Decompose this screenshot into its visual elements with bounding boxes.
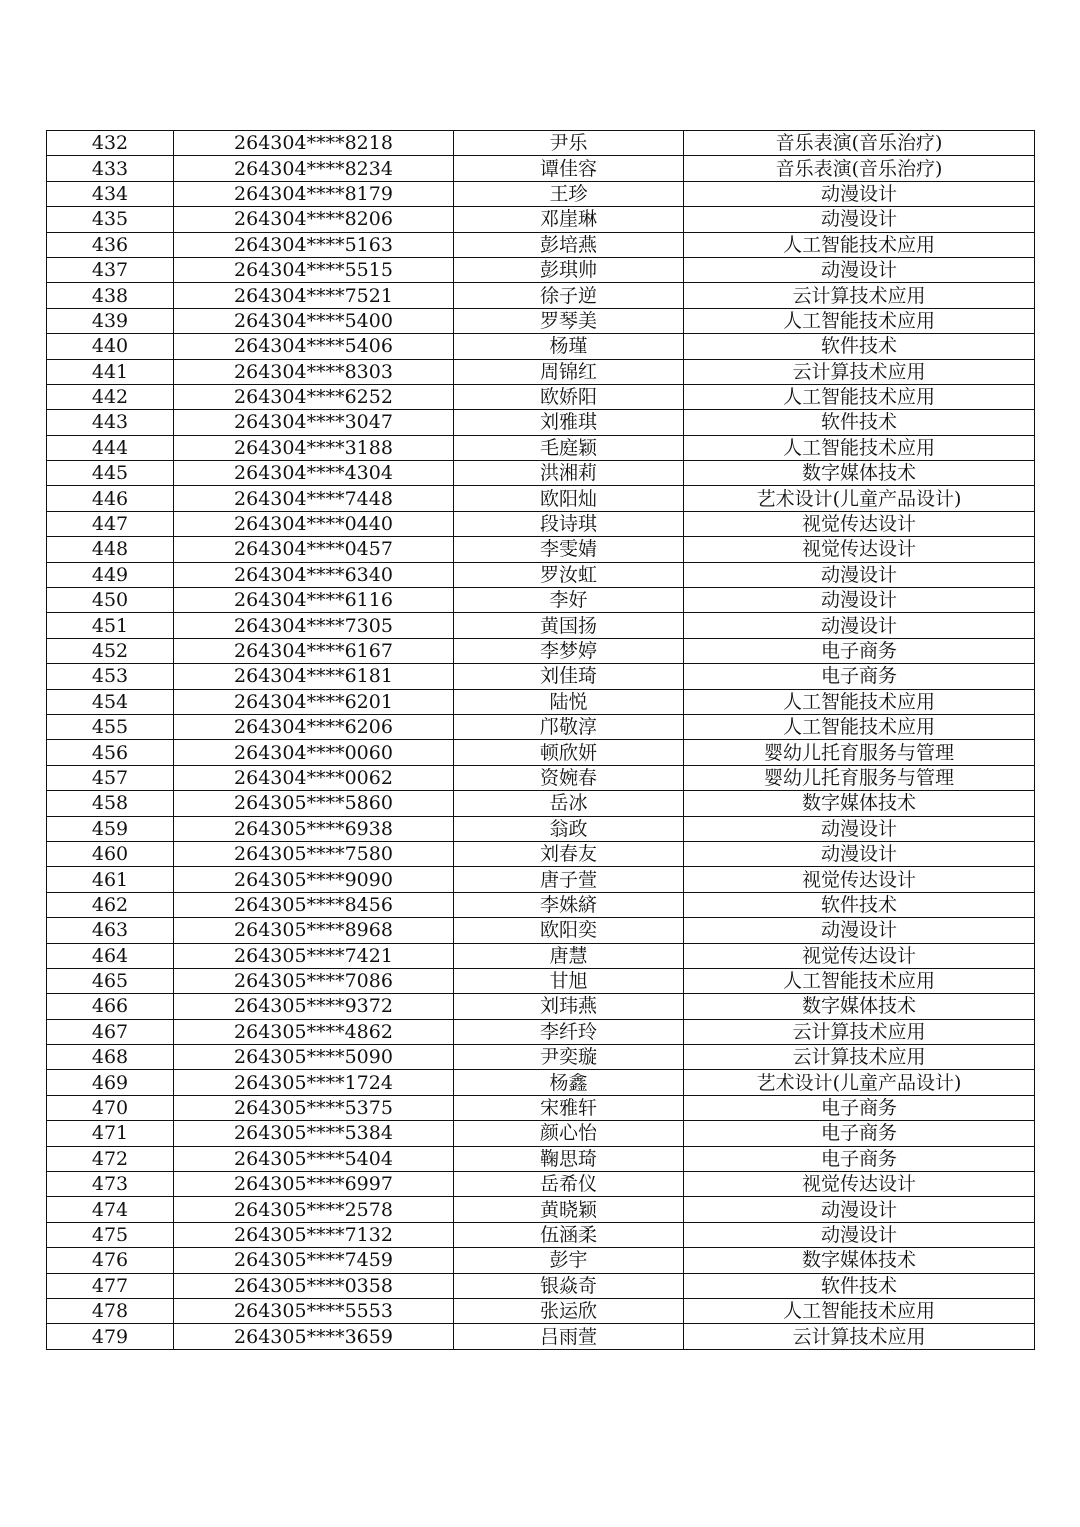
serial-number-cell: 435 [47, 207, 174, 232]
table-row [47, 968, 1035, 993]
major-cell: 云计算技术应用 [684, 1324, 1035, 1349]
table-row [47, 1273, 1035, 1298]
table-row [47, 1146, 1035, 1171]
exam-number-cell: 264304****0062 [174, 765, 454, 790]
serial-number-cell: 445 [47, 461, 174, 486]
table-row [47, 511, 1035, 536]
table-row [47, 334, 1035, 359]
name-cell: 陆悦 [454, 689, 684, 714]
table-row [47, 1248, 1035, 1273]
name-cell: 王珍 [454, 181, 684, 206]
major-cell: 人工智能技术应用 [684, 308, 1035, 333]
name-cell: 欧娇阳 [454, 384, 684, 409]
serial-number-cell: 460 [47, 841, 174, 866]
table-row [47, 207, 1035, 232]
name-cell: 翁政 [454, 816, 684, 841]
serial-number-cell: 447 [47, 511, 174, 536]
major-cell: 云计算技术应用 [684, 283, 1035, 308]
major-cell: 婴幼儿托育服务与管理 [684, 765, 1035, 790]
exam-number-cell: 264305****5553 [174, 1298, 454, 1323]
name-cell: 甘旭 [454, 968, 684, 993]
name-cell: 唐慧 [454, 943, 684, 968]
name-cell: 欧阳奕 [454, 918, 684, 943]
table-row [47, 1095, 1035, 1120]
exam-number-cell: 264304****3047 [174, 410, 454, 435]
serial-number-cell: 436 [47, 232, 174, 257]
exam-number-cell: 264304****6167 [174, 638, 454, 663]
major-cell: 动漫设计 [684, 841, 1035, 866]
table-row [47, 867, 1035, 892]
serial-number-cell: 434 [47, 181, 174, 206]
table-row [47, 1222, 1035, 1247]
table-row [47, 918, 1035, 943]
exam-number-cell: 264304****7521 [174, 283, 454, 308]
table-row [47, 1172, 1035, 1197]
exam-number-cell: 264305****7086 [174, 968, 454, 993]
name-cell: 岳希仪 [454, 1172, 684, 1197]
serial-number-cell: 451 [47, 613, 174, 638]
serial-number-cell: 468 [47, 1045, 174, 1070]
name-cell: 银焱奇 [454, 1273, 684, 1298]
roster-body [47, 131, 1035, 1350]
exam-number-cell: 264304****6340 [174, 562, 454, 587]
serial-number-cell: 459 [47, 816, 174, 841]
major-cell: 动漫设计 [684, 207, 1035, 232]
serial-number-cell: 475 [47, 1222, 174, 1247]
serial-number-cell: 462 [47, 892, 174, 917]
table-row [47, 308, 1035, 333]
exam-number-cell: 264304****8303 [174, 359, 454, 384]
name-cell: 欧阳灿 [454, 486, 684, 511]
major-cell: 动漫设计 [684, 918, 1035, 943]
major-cell: 艺术设计(儿童产品设计) [684, 1070, 1035, 1095]
table-row [47, 994, 1035, 1019]
major-cell: 动漫设计 [684, 181, 1035, 206]
major-cell: 数字媒体技术 [684, 461, 1035, 486]
name-cell: 刘春友 [454, 841, 684, 866]
table-row [47, 943, 1035, 968]
name-cell: 徐子逆 [454, 283, 684, 308]
serial-number-cell: 464 [47, 943, 174, 968]
name-cell: 谭佳容 [454, 156, 684, 181]
name-cell: 彭琪帅 [454, 257, 684, 282]
major-cell: 视觉传达设计 [684, 511, 1035, 536]
major-cell: 婴幼儿托育服务与管理 [684, 740, 1035, 765]
major-cell: 云计算技术应用 [684, 1045, 1035, 1070]
exam-number-cell: 264305****0358 [174, 1273, 454, 1298]
table-row [47, 1070, 1035, 1095]
name-cell: 刘雅琪 [454, 410, 684, 435]
exam-number-cell: 264305****1724 [174, 1070, 454, 1095]
serial-number-cell: 452 [47, 638, 174, 663]
major-cell: 人工智能技术应用 [684, 384, 1035, 409]
exam-number-cell: 264304****6252 [174, 384, 454, 409]
major-cell: 云计算技术应用 [684, 359, 1035, 384]
major-cell: 人工智能技术应用 [684, 232, 1035, 257]
serial-number-cell: 444 [47, 435, 174, 460]
serial-number-cell: 457 [47, 765, 174, 790]
name-cell: 罗琴美 [454, 308, 684, 333]
table-row [47, 664, 1035, 689]
name-cell: 岳冰 [454, 791, 684, 816]
exam-number-cell: 264305****5860 [174, 791, 454, 816]
name-cell: 毛庭颖 [454, 435, 684, 460]
name-cell: 李好 [454, 588, 684, 613]
serial-number-cell: 461 [47, 867, 174, 892]
table-row [47, 816, 1035, 841]
table-row [47, 435, 1035, 460]
exam-number-cell: 264305****7421 [174, 943, 454, 968]
name-cell: 周锦红 [454, 359, 684, 384]
exam-number-cell: 264304****7305 [174, 613, 454, 638]
exam-number-cell: 264304****5515 [174, 257, 454, 282]
major-cell: 人工智能技术应用 [684, 435, 1035, 460]
major-cell: 动漫设计 [684, 257, 1035, 282]
exam-number-cell: 264304****8206 [174, 207, 454, 232]
table-row [47, 1197, 1035, 1222]
exam-number-cell: 264304****4304 [174, 461, 454, 486]
exam-number-cell: 264305****7580 [174, 841, 454, 866]
major-cell: 动漫设计 [684, 816, 1035, 841]
major-cell: 人工智能技术应用 [684, 689, 1035, 714]
major-cell: 软件技术 [684, 892, 1035, 917]
major-cell: 软件技术 [684, 1273, 1035, 1298]
serial-number-cell: 449 [47, 562, 174, 587]
serial-number-cell: 455 [47, 714, 174, 739]
serial-number-cell: 446 [47, 486, 174, 511]
name-cell: 洪湘莉 [454, 461, 684, 486]
serial-number-cell: 441 [47, 359, 174, 384]
name-cell: 李雯婧 [454, 537, 684, 562]
serial-number-cell: 439 [47, 308, 174, 333]
name-cell: 杨瑾 [454, 334, 684, 359]
major-cell: 音乐表演(音乐治疗) [684, 131, 1035, 156]
serial-number-cell: 453 [47, 664, 174, 689]
serial-number-cell: 458 [47, 791, 174, 816]
serial-number-cell: 473 [47, 1172, 174, 1197]
name-cell: 杨鑫 [454, 1070, 684, 1095]
exam-number-cell: 264305****6997 [174, 1172, 454, 1197]
exam-number-cell: 264304****8218 [174, 131, 454, 156]
table-row [47, 562, 1035, 587]
major-cell: 电子商务 [684, 1095, 1035, 1120]
serial-number-cell: 470 [47, 1095, 174, 1120]
table-row [47, 537, 1035, 562]
serial-number-cell: 437 [47, 257, 174, 282]
name-cell: 刘玮燕 [454, 994, 684, 1019]
exam-number-cell: 264305****5090 [174, 1045, 454, 1070]
table-row [47, 1324, 1035, 1349]
name-cell: 颜心怡 [454, 1121, 684, 1146]
serial-number-cell: 454 [47, 689, 174, 714]
name-cell: 黄晓颖 [454, 1197, 684, 1222]
exam-number-cell: 264305****9372 [174, 994, 454, 1019]
table-row [47, 283, 1035, 308]
exam-number-cell: 264304****7448 [174, 486, 454, 511]
exam-number-cell: 264305****7459 [174, 1248, 454, 1273]
exam-number-cell: 264305****8968 [174, 918, 454, 943]
roster-table [46, 130, 1035, 1350]
serial-number-cell: 442 [47, 384, 174, 409]
name-cell: 李姝緕 [454, 892, 684, 917]
serial-number-cell: 448 [47, 537, 174, 562]
serial-number-cell: 463 [47, 918, 174, 943]
exam-number-cell: 264304****0060 [174, 740, 454, 765]
major-cell: 电子商务 [684, 1121, 1035, 1146]
serial-number-cell: 479 [47, 1324, 174, 1349]
name-cell: 尹乐 [454, 131, 684, 156]
serial-number-cell: 432 [47, 131, 174, 156]
major-cell: 软件技术 [684, 334, 1035, 359]
table-row [47, 1045, 1035, 1070]
table-row [47, 486, 1035, 511]
serial-number-cell: 450 [47, 588, 174, 613]
major-cell: 动漫设计 [684, 613, 1035, 638]
table-row [47, 791, 1035, 816]
table-row [47, 131, 1035, 156]
table-row [47, 714, 1035, 739]
table-row [47, 588, 1035, 613]
name-cell: 伍涵柔 [454, 1222, 684, 1247]
exam-number-cell: 264304****6181 [174, 664, 454, 689]
major-cell: 艺术设计(儿童产品设计) [684, 486, 1035, 511]
exam-number-cell: 264305****5404 [174, 1146, 454, 1171]
major-cell: 电子商务 [684, 664, 1035, 689]
exam-number-cell: 264304****0440 [174, 511, 454, 536]
serial-number-cell: 440 [47, 334, 174, 359]
exam-number-cell: 264304****8179 [174, 181, 454, 206]
exam-number-cell: 264305****4862 [174, 1019, 454, 1044]
serial-number-cell: 467 [47, 1019, 174, 1044]
table-row [47, 257, 1035, 282]
table-row [47, 689, 1035, 714]
table-row [47, 638, 1035, 663]
exam-number-cell: 264304****6116 [174, 588, 454, 613]
major-cell: 人工智能技术应用 [684, 968, 1035, 993]
exam-number-cell: 264304****0457 [174, 537, 454, 562]
exam-number-cell: 264305****5375 [174, 1095, 454, 1120]
table-row [47, 892, 1035, 917]
major-cell: 数字媒体技术 [684, 1248, 1035, 1273]
name-cell: 李纤玲 [454, 1019, 684, 1044]
exam-number-cell: 264304****3188 [174, 435, 454, 460]
major-cell: 人工智能技术应用 [684, 1298, 1035, 1323]
name-cell: 张运欣 [454, 1298, 684, 1323]
major-cell: 音乐表演(音乐治疗) [684, 156, 1035, 181]
exam-number-cell: 264304****5163 [174, 232, 454, 257]
serial-number-cell: 477 [47, 1273, 174, 1298]
name-cell: 顿欣妍 [454, 740, 684, 765]
table-row [47, 1298, 1035, 1323]
name-cell: 刘佳琦 [454, 664, 684, 689]
table-row [47, 765, 1035, 790]
major-cell: 软件技术 [684, 410, 1035, 435]
name-cell: 彭培燕 [454, 232, 684, 257]
serial-number-cell: 469 [47, 1070, 174, 1095]
name-cell: 罗汝虹 [454, 562, 684, 587]
table-row [47, 461, 1035, 486]
major-cell: 人工智能技术应用 [684, 714, 1035, 739]
name-cell: 李梦婷 [454, 638, 684, 663]
name-cell: 邝敬淳 [454, 714, 684, 739]
table-row [47, 613, 1035, 638]
major-cell: 动漫设计 [684, 562, 1035, 587]
major-cell: 电子商务 [684, 1146, 1035, 1171]
major-cell: 电子商务 [684, 638, 1035, 663]
serial-number-cell: 438 [47, 283, 174, 308]
table-row [47, 232, 1035, 257]
exam-number-cell: 264305****9090 [174, 867, 454, 892]
table-row [47, 841, 1035, 866]
table-row [47, 384, 1035, 409]
exam-number-cell: 264305****2578 [174, 1197, 454, 1222]
major-cell: 数字媒体技术 [684, 994, 1035, 1019]
serial-number-cell: 443 [47, 410, 174, 435]
table-row [47, 410, 1035, 435]
serial-number-cell: 471 [47, 1121, 174, 1146]
exam-number-cell: 264304****6206 [174, 714, 454, 739]
exam-number-cell: 264304****6201 [174, 689, 454, 714]
serial-number-cell: 472 [47, 1146, 174, 1171]
name-cell: 鞠思琦 [454, 1146, 684, 1171]
name-cell: 宋雅轩 [454, 1095, 684, 1120]
major-cell: 视觉传达设计 [684, 1172, 1035, 1197]
table-row [47, 740, 1035, 765]
table-row [47, 1019, 1035, 1044]
major-cell: 动漫设计 [684, 588, 1035, 613]
major-cell: 视觉传达设计 [684, 867, 1035, 892]
major-cell: 动漫设计 [684, 1197, 1035, 1222]
serial-number-cell: 456 [47, 740, 174, 765]
major-cell: 云计算技术应用 [684, 1019, 1035, 1044]
serial-number-cell: 476 [47, 1248, 174, 1273]
exam-number-cell: 264305****6938 [174, 816, 454, 841]
table-row [47, 1121, 1035, 1146]
major-cell: 视觉传达设计 [684, 943, 1035, 968]
table-row [47, 359, 1035, 384]
serial-number-cell: 474 [47, 1197, 174, 1222]
serial-number-cell: 466 [47, 994, 174, 1019]
name-cell: 资婉春 [454, 765, 684, 790]
name-cell: 吕雨萱 [454, 1324, 684, 1349]
name-cell: 段诗琪 [454, 511, 684, 536]
exam-number-cell: 264304****5400 [174, 308, 454, 333]
exam-number-cell: 264304****8234 [174, 156, 454, 181]
name-cell: 邓崖琳 [454, 207, 684, 232]
major-cell: 视觉传达设计 [684, 537, 1035, 562]
table-row [47, 156, 1035, 181]
name-cell: 彭宇 [454, 1248, 684, 1273]
serial-number-cell: 433 [47, 156, 174, 181]
serial-number-cell: 465 [47, 968, 174, 993]
table-row [47, 181, 1035, 206]
major-cell: 动漫设计 [684, 1222, 1035, 1247]
exam-number-cell: 264305****8456 [174, 892, 454, 917]
exam-number-cell: 264305****5384 [174, 1121, 454, 1146]
name-cell: 唐子萱 [454, 867, 684, 892]
major-cell: 数字媒体技术 [684, 791, 1035, 816]
exam-number-cell: 264304****5406 [174, 334, 454, 359]
exam-number-cell: 264305****3659 [174, 1324, 454, 1349]
serial-number-cell: 478 [47, 1298, 174, 1323]
name-cell: 黄国扬 [454, 613, 684, 638]
name-cell: 尹奕璇 [454, 1045, 684, 1070]
exam-number-cell: 264305****7132 [174, 1222, 454, 1247]
